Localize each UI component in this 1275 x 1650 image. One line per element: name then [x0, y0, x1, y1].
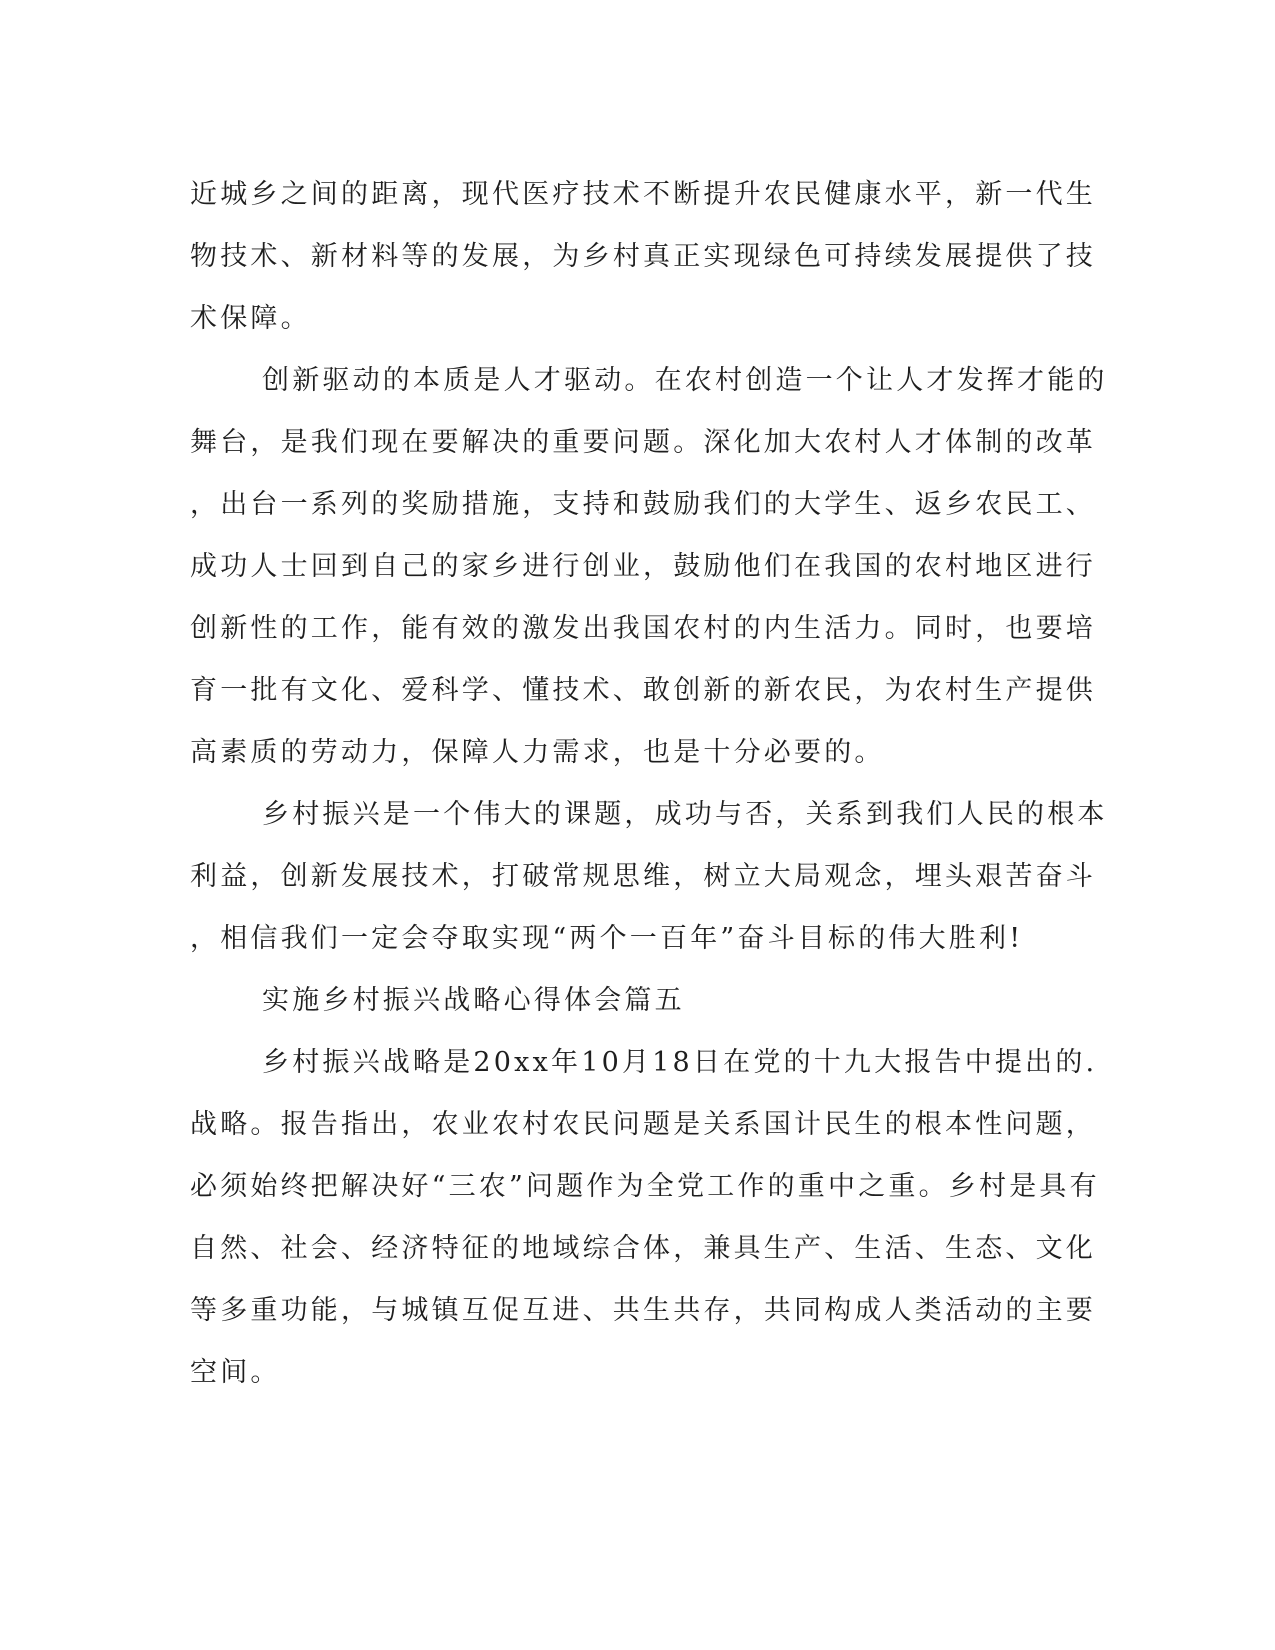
section-heading: 实施乡村振兴战略心得体会篇五 [262, 985, 685, 1016]
text-line: 自然、社会、经济特征的地域综合体，兼具生产、生活、生态、文化 [190, 1233, 1096, 1264]
text-line: 等多重功能，与城镇互促互进、共生共存，共同构成人类活动的主要 [190, 1295, 1096, 1326]
paragraph-first-line: 乡村振兴是一个伟大的课题，成功与否，关系到我们人民的根本 [262, 799, 1108, 830]
text-line: 成功人士回到自己的家乡进行创业，鼓励他们在我国的农村地区进行 [190, 551, 1096, 582]
text-line: ，出台一系列的奖励措施，支持和鼓励我们的大学生、返乡农民工、 [190, 489, 1096, 520]
text-line: 近城乡之间的距离，现代医疗技术不断提升农民健康水平，新一代生 [190, 179, 1096, 210]
document-body [190, 164, 1108, 1404]
text-line: 利益，创新发展技术，打破常规思维，树立大局观念，埋头艰苦奋斗 [190, 861, 1096, 892]
text-line: 高素质的劳动力，保障人力需求，也是十分必要的。 [190, 737, 885, 768]
text-line: ，相信我们一定会夺取实现“两个一百年”奋斗目标的伟大胜利! [190, 923, 1024, 954]
text-line: 创新性的工作，能有效的激发出我国农村的内生活力。同时，也要培 [190, 613, 1096, 644]
text-line: 物技术、新材料等的发展，为乡村真正实现绿色可持续发展提供了技 [190, 241, 1096, 272]
paragraph-first-line: 创新驱动的本质是人才驱动。在农村创造一个让人才发挥才能的 [262, 365, 1108, 396]
paragraph-first-line: 乡村振兴战略是20xx年10月18日在党的十九大报告中提出的. [262, 1047, 1098, 1078]
text-line: 舞台，是我们现在要解决的重要问题。深化加大农村人才体制的改革 [190, 427, 1096, 458]
text-line: 术保障。 [190, 303, 311, 334]
text-line: 育一批有文化、爱科学、懂技术、敢创新的新农民，为农村生产提供 [190, 675, 1096, 706]
text-line: 空间。 [190, 1357, 281, 1388]
text-line: 战略。报告指出，农业农村农民问题是关系国计民生的根本性问题， [190, 1109, 1096, 1140]
text-line: 必须始终把解决好“三农”问题作为全党工作的重中之重。乡村是具有 [190, 1171, 1100, 1202]
